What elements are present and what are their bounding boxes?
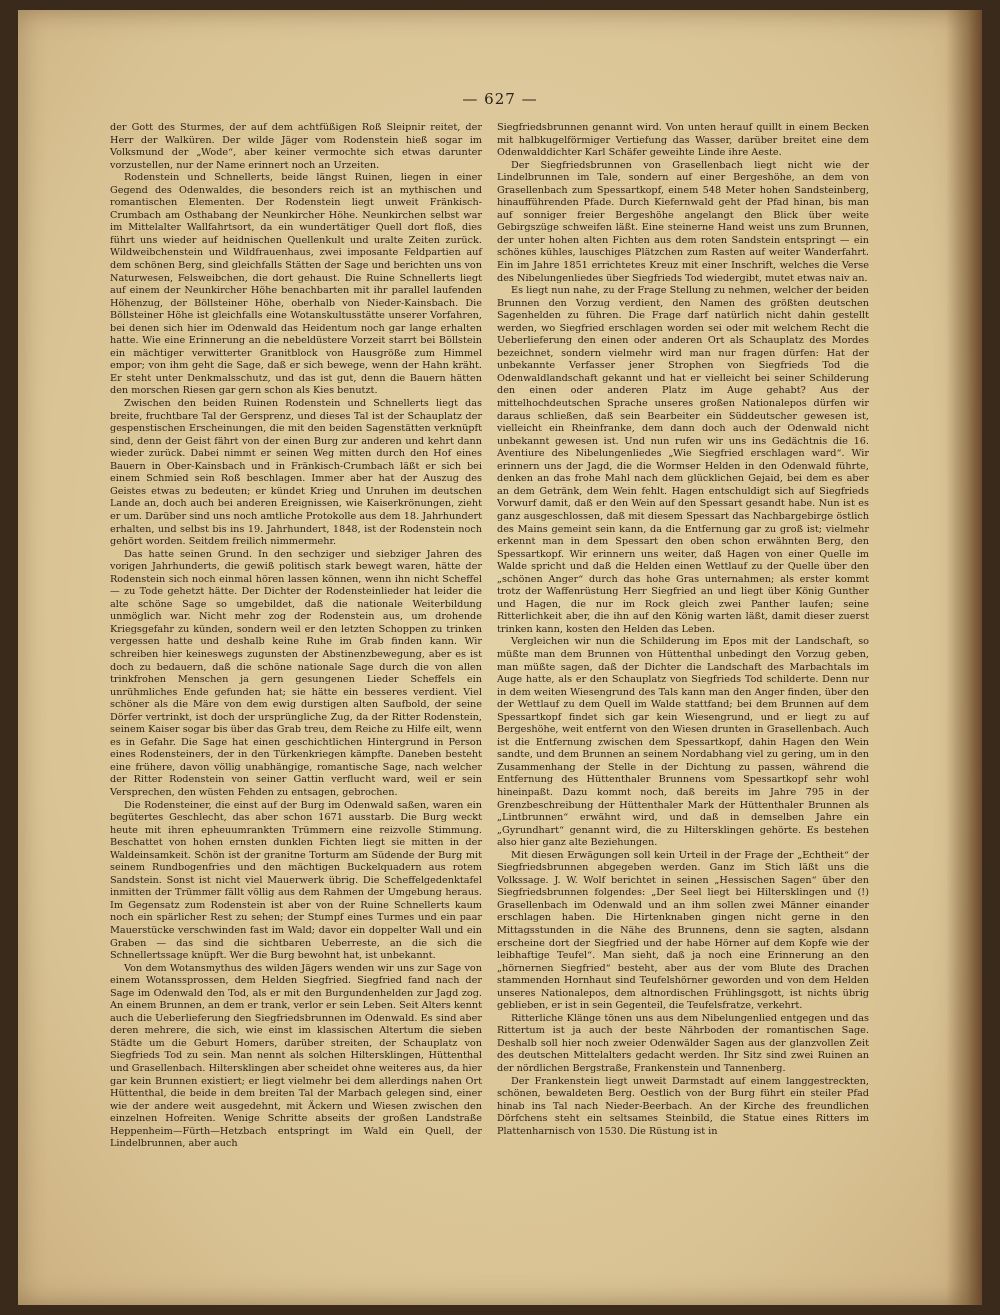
paragraph: Der Frankenstein liegt unweit Darmstadt auf einem langgestreckten, schönen, bewaldeten Berg. Oestlich von der Burg führt ein steiler Pfad hinab ins Tal nach Nieder-Beerbach. An der Kirche des freundlichen Dörfchens steht ein seltsames Steinbild, die Statue eines Ritters im Plattenharnisch von 1530. Die Rüstung ist in <box>497 1075 869 1137</box>
paragraph: der Gott des Sturmes, der auf dem achtfüßigen Roß Sleipnir reitet, der Herr der Walküren. Der wilde Jäger vom Rodenstein hieß sogar im Volksmund der „Wode“, aber keiner vermochte sich etwas darunter vorzustellen, nur der Name erinnert noch an Urzeiten. <box>110 122 482 171</box>
paragraph: Zwischen den beiden Ruinen Rodenstein und Schnellerts liegt das breite, fruchtbare Tal der Gersprenz, und dieses Tal ist der Schauplatz der gespenstischen Erscheinungen, die mit den beiden Sagenstätten verknüpft sind, denn der Geist fährt von der einen Burg zur anderen und kehrt dann wieder zurück. Dabei nimmt er seinen Weg mitten durch den Hof eines Bauern in Ober-Kainsbach und in Fränkisch-Crumbach läßt er sich bei einem Schmied sein Roß beschlagen. Immer aber hat der Auszug des Geistes etwas zu bedeuten; er kündet Krieg und Unruhen im deutschen Lande an, doch auch bei anderen Ereignissen, wie Kaiserkrönungen, zieht er um. Darüber sind uns noch amtliche Protokolle aus dem 18. Jahrhundert erhalten, und selbst bis ins 19. Jahrhundert, 1848, ist der Rodenstein noch gehört worden. Seitdem freilich nimmermehr. <box>110 398 482 548</box>
paragraph: Siegfriedsbrunnen genannt wird. Von unten herauf quillt in einem Becken mit halbkugelförmiger Vertiefung das Wasser, darüber breitet eine dem Odenwalddichter Karl Schäfer geweihte Linde ihre Aeste. <box>497 122 869 159</box>
paragraph: Vergleichen wir nun die Schilderung im Epos mit der Landschaft, so müßte man dem Brunnen von Hüttenthal unbedingt den Vorzug geben, man müßte sagen, daß der Dichter die Landschaft des Marbachtals im Auge hatte, als er den Schauplatz von Siegfrieds Tod schilderte. Denn nur in dem weiten Wiesengrund des Tals kann man den Anger finden, über den der Wettlauf zu dem Quell im Walde stattfand; bei dem Brunnen auf dem Spessartkopf findet sich gar kein Wiesengrund, und er liegt zu auf Bergeshöhe, weit entfernt von den Wiesen drunten in Grasellenbach. Auch ist die Entfernung zwischen dem Spessartkopf, dahin Hagen den Wein sandte, und dem Brunnen an seinem Nordabhang viel zu gering, um in den Zusammenhang der Stelle in der Dichtung zu passen, während die Entfernung des Hüttenthaler Brunnens vom Spessartkopf sehr wohl hineinpaßt. Dazu kommt noch, daß bereits im Jahre 795 in der Grenzbeschreibung der Hüttenthaler Mark der Hüttenthaler Brunnen als „Lintbrunnen“ erwähnt wird, und daß in demselben Jahre ein „Gyrundhart“ genannt wird, die zu Hiltersklingen gehörte. Es bestehen also hier ganz alte Beziehungen. <box>497 636 869 849</box>
newspaper-page <box>18 10 982 1305</box>
paragraph: Das hatte seinen Grund. In den sechziger und siebziger Jahren des vorigen Jahrhunderts, die gewiß politisch stark bewegt waren, hätte der Rodenstein sich noch einmal hören lassen können, wenn ihn nicht Scheffel — zu Tode gehetzt hätte. Der Dichter der Rodensteinlieder hat leider die alte schöne Sage so umgebildet, daß die nationale Weiterbildung unmöglich war. Nicht mehr zog der Rodenstein aus, um drohende Kriegsgefahr zu künden, sondern weil er den letzten Schoppen zu trinken vergessen hatte und deshalb keine Ruhe im Grab finden kann. Wir schreiben hier keineswegs zugunsten der Abstinenzbewegung, aber es ist doch zu bedauern, daß die schöne nationale Sage durch die von allen trinkfrohen Menschen ja gern gesungenen Lieder Scheffels ein unrühmliches Ende gefunden hat; sie hätte ein besseres verdient. Viel schöner als die Märe von dem ewig durstigen alten Saufbold, der seine Dörfer vertrinkt, ist doch der ursprüngliche Zug, da der Ritter Rodenstein, seinem Kaiser sogar bis über das Grab treu, dem Reiche zu Hilfe eilt, wenn es in Gefahr. Die Sage hat einen geschichtlichen Hintergrund in Person eines Rodensteiners, der in den Türkenkriegen kämpfte. Daneben besteht eine frühere, davon völlig unabhängige, romantische Sage, nach welcher der Ritter Rodenstein von seiner Gattin verflucht ward, weil er sein Versprechen, den wüsten Fehden zu entsagen, gebrochen. <box>110 548 482 798</box>
paragraph: Mit diesen Erwägungen soll kein Urteil in der Frage der „Echtheit“ der Siegfriedsbrunnen abgegeben werden. Ganz im Stich läßt uns die Volkssage. J. W. Wolf berichtet in seinen „Hessischen Sagen“ über den Siegfriedsbrunnen folgendes: „Der Seel liegt bei Hiltersklingen und (!) Grasellenbach im Odenwald und an ihm sollen zwei Männer einander erschlagen haben. Die Hirtenknaben gingen nicht gerne in den Mittagsstunden in die Nähe des Brunnens, denn sie sagten, alsdann erscheine dort der Siegfried und der habe Hörner auf dem Kopfe wie der leibhaftige Teufel“. Man sieht, daß ja noch eine Erinnerung an den „hörnernen Siegfried“ besteht, aber aus der vom Blute des Drachen stammenden Hornhaut sind Teufelshörner geworden und von dem Helden unseres Nationalepos, dem altnordischen Frühlingsgott, ist nichts übrig geblieben, er ist in sein Gegenteil, die Teufelsfratze, verkehrt. <box>497 849 869 1012</box>
paragraph: Rodenstein und Schnellerts, beide längst Ruinen, liegen in einer Gegend des Odenwaldes, die besonders reich ist an mythischen und romantischen Elementen. Der Rodenstein liegt unweit Fränkisch-Crumbach am Osthabang der Neunkircher Höhe. Neunkirchen selbst war im Mittelalter Wallfahrtsort, da ein wundertätiger Quell dort floß, dies führt uns wieder auf heidnischen Quellenkult und uralte Zeiten zurück. Wildweibchenstein und Wildfrauenhaus, zwei imposante Feldpartien auf dem schönen Berg, sind gleichfalls Stätten der Sage und berichten uns von Naturwesen, Felsweibchen, die dort gehaust. Die Ruine Schnellerts liegt auf einem der Neunkircher Höhe benachbarten mit ihr parallel laufenden Höhenzug, der Böllsteiner Höhe, oberhalb von Nieder-Kainsbach. Die Böllsteiner Höhe ist gleichfalls eine Wotanskultusstätte unserer Vorfahren, bei denen sich hier im Odenwald das Heidentum noch gar lange erhalten hatte. Wie eine Erinnerung an die nebeldüstere Vorzeit starrt bei Böllstein ein mächtiger verwitterter Granitblock von Hausgröße zum Himmel empor; von ihm geht die Sage, daß er sich bewege, wenn der Hahn kräht. Er steht unter Denkmalsschutz, und das ist gut, denn die Bauern hätten den morschen Riesen gar gern schon als Kies benutzt. <box>110 172 482 397</box>
paragraph: Es liegt nun nahe, zu der Frage Stellung zu nehmen, welcher der beiden Brunnen den Vorzug verdient, den Namen des größten deutschen Sagenhelden zu führen. Die Frage darf natürlich nicht dahin gestellt werden, wo Siegfried erschlagen worden sei oder mit welchem Recht die Ueberlieferung den einen oder anderen Ort als Schauplatz des Mordes bezeichnet, sondern vielmehr wird man nur fragen dürfen: Hat der unbekannte Verfasser jener Strophen von Siegfrieds Tod die Odenwaldlandschaft gekannt und hat er vielleicht bei seiner Schilderung den einen oder anderen Platz im Auge gehabt? Aus der mittelhochdeutschen Sprache unseres großen Nationalepos dürfen wir daraus schließen, daß sein Bearbeiter ein Süddeutscher gewesen ist, vielleicht ein Rheinfranke, dem dann doch auch der Odenwald nicht unbekannt gewesen ist. Und nun rufen wir uns ins Gedächtnis die 16. Aventiure des Nibelungenliedes „Wie Siegfried erschlagen ward“. Wir erinnern uns der Jagd, die die Wormser Helden in den Odenwald führte, denken an das frohe Mahl nach dem glücklichen Gejaid, bei dem es aber an dem Getränk, dem Wein fehlt. Hagen entschuldigt sich auf Siegfrieds Vorwurf damit, daß er den Wein auf den Spessart gesandt habe. Nun ist es ganz ausgeschlossen, daß mit diesem Spessart das Nachbargebirge östlich des Mains gemeint sein kann, da die Entfernung gar zu groß ist; vielmehr erkennt man in dem Spessart den oben schon erwähnten Berg, den Spessartkopf. Wir erinnern uns weiter, daß Hagen von einer Quelle im Walde spricht und daß die Helden einen Wettlauf zu der Quelle über den „schönen Anger“ durch das hohe Gras unternahmen; als erster kommt trotz der Waffenrüstung Herr Siegfried an und liegt über König Gunther und Hagen, die nur im Rock gleich zwei Panther laufen; seine Ritterlichkeit aber, die ihn auf den König warten läßt, damit dieser zuerst trinken kann, kosten den Helden das Leben. <box>497 285 869 635</box>
paragraph: Die Rodensteiner, die einst auf der Burg im Odenwald saßen, waren ein begütertes Geschlecht, das aber schon 1671 ausstarb. Die Burg weckt heute mit ihren epheuumrankten Trümmern eine reizvolle Stimmung. Beschattet von hohen ernsten dunklen Fichten liegt sie mitten in der Waldeinsamkeit. Schön ist der granitne Torturm am Südende der Burg mit seinem Rundbogenfries und den mächtigen Buckelquadern aus rotem Sandstein. Sonst ist nicht viel Mauerwerk übrig. Die Scheffelgedenktafel inmitten der Trümmer fällt völlig aus dem Rahmen der Umgebung heraus. Im Gegensatz zum Rodenstein ist aber von der Ruine Schnellerts kaum noch ein spärlicher Rest zu sehen; der Stumpf eines Turmes und ein paar Mauerstücke verschwinden fast im Wald; davor ein doppelter Wall und ein Graben — das sind die sichtbaren Ueberreste, an die sich die Schnellertssage knüpft. Wer die Burg bewohnt hat, ist unbekannt. <box>110 799 482 962</box>
left-column <box>110 122 482 1151</box>
page-number: — 627 — <box>462 90 538 108</box>
paragraph: Der Siegfriedsbrunnen von Grasellenbach liegt nicht wie der Lindelbrunnen im Tale, sondern auf einer Bergeshöhe, an dem von Grasellenbach zum Spessartkopf, einem 548 Meter hohen Sandsteinberg, hinaufführenden Pfade. Durch Kiefernwald geht der Pfad hinan, bis man auf sonniger freier Bergeshöhe angelangt den Blick über weite Gebirgszüge schweifen läßt. Eine steinerne Hand weist uns zum Brunnen, der unter hohen alten Fichten aus dem roten Sandstein entspringt — ein schönes kühles, lauschiges Plätzchen zum Rasten auf weiter Wanderfahrt. Ein im Jahre 1851 errichtetes Kreuz mit einer Inschrift, welches die Verse des Nibelungenliedes über Siegfrieds Tod wiedergibt, mutet etwas naiv an. <box>497 159 869 284</box>
paragraph: Von dem Wotansmythus des wilden Jägers wenden wir uns zur Sage von einem Wotanssprossen, dem Helden Siegfried. Siegfried fand nach der Sage im Odenwald den Tod, als er mit den Burgundenhelden zur Jagd zog. An einem Brunnen, an dem er trank, verlor er sein Leben. Seit Alters kennt auch die Ueberlieferung den Siegfriedsbrunnen im Odenwald. Es sind aber deren mehrere, die sich, wie einst im klassischen Altertum die sieben Städte um die Geburt Homers, darüber streiten, der Schauplatz von Siegfrieds Tod zu sein. Man nennt als solchen Hiltersklingen, Hüttenthal und Grasellenbach. Hiltersklingen aber scheidet ohne weiteres aus, da hier gar kein Brunnen existiert; er liegt vielmehr bei dem allerdings nahen Ort Hüttenthal, die beide in dem breiten Tal der Marbach gelegen sind, einer wie der andere weit ausgedehnt, mit Äckern und Wiesen zwischen den einzelnen Hofreiten. Wenige Schritte abseits der großen Landstraße Heppenheim—Fürth—Hetzbach entspringt im Wald ein Quell, der Lindelbrunnen, aber auch <box>110 962 482 1150</box>
book-spine-shadow <box>946 10 982 1305</box>
right-column <box>497 122 869 1138</box>
paragraph: Ritterliche Klänge tönen uns aus dem Nibelungenlied entgegen und das Rittertum ist ja auch der beste Nährboden der romantischen Sage. Deshalb soll hier noch zweier Odenwälder Sagen aus der glanzvollen Zeit des deutschen Mittelalters gedacht werden. Ihr Sitz sind zwei Ruinen an der nördlichen Bergstraße, Frankenstein und Tannenberg. <box>497 1012 869 1075</box>
